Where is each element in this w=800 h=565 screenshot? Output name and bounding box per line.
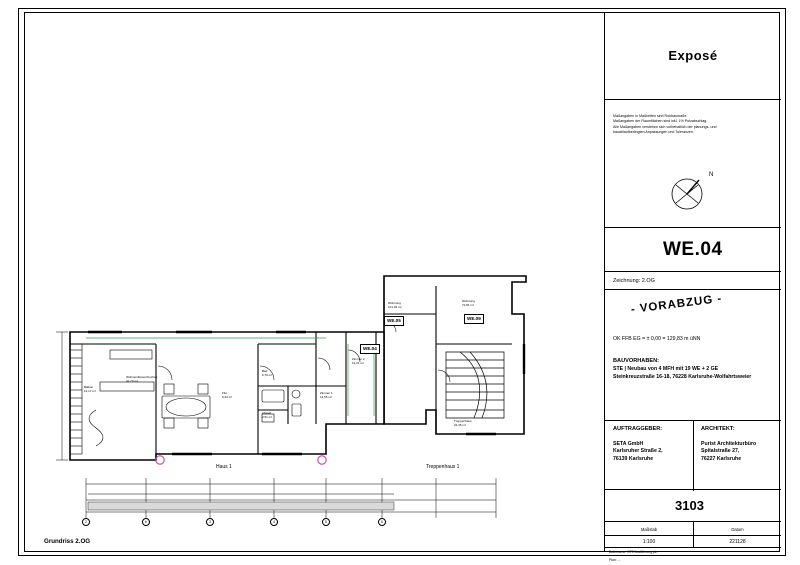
we-tag-we04: WE.04 <box>360 344 380 354</box>
draft-stamp-section <box>605 290 781 334</box>
axis-mark-5: 6 <box>378 518 386 526</box>
north-arrow-section <box>605 160 781 228</box>
floor-plan-svg <box>26 14 602 550</box>
we-tag-we05: WE.05 <box>384 316 404 326</box>
ok-ffb-section <box>605 330 781 348</box>
plan-caption: Grundriss 2.OG <box>44 538 91 545</box>
room-label-treppenhaus: Treppenhaus 22,35 m² <box>454 419 472 427</box>
room-label-zimmer2: Zimmer 2 12,21 m² <box>352 357 365 365</box>
draft-stamp: - VORABZUG - <box>630 292 723 316</box>
axis-mark-0: 2 <box>82 518 90 526</box>
label-haus1: Haus 1 <box>216 464 232 470</box>
axis-mark-1: b <box>142 518 150 526</box>
room-label-wohnung-we05: Wohnung 101,04 m² <box>388 301 402 309</box>
expose-title: Exposé <box>668 48 718 63</box>
note-line-1: Maßangaben in Maßketten sind Rohbaumaße. <box>613 114 688 118</box>
room-label-bad: Bad 6,79 m² <box>262 369 273 377</box>
architekt-line-2: Spitalstraße 27, <box>701 448 740 455</box>
date-value: 221128 <box>693 536 781 548</box>
room-label-flur: Flur 9,34 m² <box>222 391 233 399</box>
note-line-3: Alle Maßangaben verstehen sich vorbehaltlich der planungs- und <box>613 124 717 129</box>
bauvorhaben-line-2: Steinkreuzstraße 16-18, 76228 Karlsruhe-Wolfahrtsweier <box>613 373 752 380</box>
auftraggeber-line-2: Karlsruher Straße 2, <box>613 448 663 455</box>
axis-mark-3: 4 <box>270 518 278 526</box>
bauvorhaben-text <box>605 364 781 394</box>
room-label-balkon: Balkon 12,17 m² <box>84 385 96 393</box>
expose-header <box>605 12 781 100</box>
label-treppenhaus1: Treppenhaus 1 <box>426 464 460 470</box>
drawing-name: Zeichnung: 2.OG <box>613 277 655 284</box>
architekt-block <box>693 421 781 491</box>
north-letter: N <box>709 172 714 178</box>
project-number-section <box>605 490 781 522</box>
file-name-row: Dateiname: STE Ausführung.pln <box>605 548 781 556</box>
unit-number-section <box>605 228 781 272</box>
bauvorhaben-line-1: STE | Neubau von 4 MFH mit 19 WE + 2 GE <box>613 366 719 372</box>
auftraggeber-line-1: SETA GmbH <box>613 441 644 447</box>
unit-number: WE.04 <box>663 238 723 260</box>
measurement-notes <box>605 100 781 160</box>
compass-icon <box>667 174 707 214</box>
drawing-name-section <box>605 272 781 290</box>
note-line-4: bauablaufbedingten Anpassungen und Toleranzen. <box>613 130 694 135</box>
date-header: Datum <box>693 522 781 536</box>
ok-ffb-value: OK FFB EG = ± 0,00 = 129,83 m üNN <box>613 336 701 342</box>
auftraggeber-block <box>605 421 693 491</box>
title-block <box>604 12 780 562</box>
parties-section <box>605 420 781 490</box>
scale-date-values <box>605 536 781 548</box>
bauvorhaben-heading: BAUVORHABEN: <box>613 358 659 364</box>
auftraggeber-line-3: 76139 Karlsruhe <box>613 455 654 462</box>
bauvorhaben-heading-row <box>605 348 781 364</box>
architekt-heading: ARCHITEKT: <box>701 426 735 432</box>
architekt-line-3: 76227 Karlsruhe <box>701 455 742 462</box>
scale-date-headers <box>605 522 781 536</box>
we-tag-we09: WE.09 <box>464 314 484 324</box>
plan-meta-row: Plan: ... <box>609 558 621 562</box>
architekt-line-1: Purist Architekturbüro <box>701 441 757 447</box>
room-label-zimmer1: Zimmer 1 14,55 m² <box>320 391 333 399</box>
scale-value: 1:100 <box>642 539 656 545</box>
scale-header: Maßstab <box>640 526 658 532</box>
room-label-abstell: Abstell 2,51 m² <box>262 411 273 419</box>
room-label-wohnen: Wohnen/Essen/Kochen 41,73 m² <box>126 375 158 383</box>
floor-plan-drawing <box>26 14 602 550</box>
axis-mark-4: 5 <box>322 518 330 526</box>
auftraggeber-heading: AUFTRAGGEBER: <box>613 426 663 432</box>
axis-mark-2: 3 <box>206 518 214 526</box>
room-label-wohnung-we09: Wohnung 72,81 m² <box>462 299 475 307</box>
note-line-2: Maßangaben der Raumflächen sind inkl. 1% Putzabschlag. <box>613 119 708 124</box>
project-number: 3103 <box>675 498 704 513</box>
